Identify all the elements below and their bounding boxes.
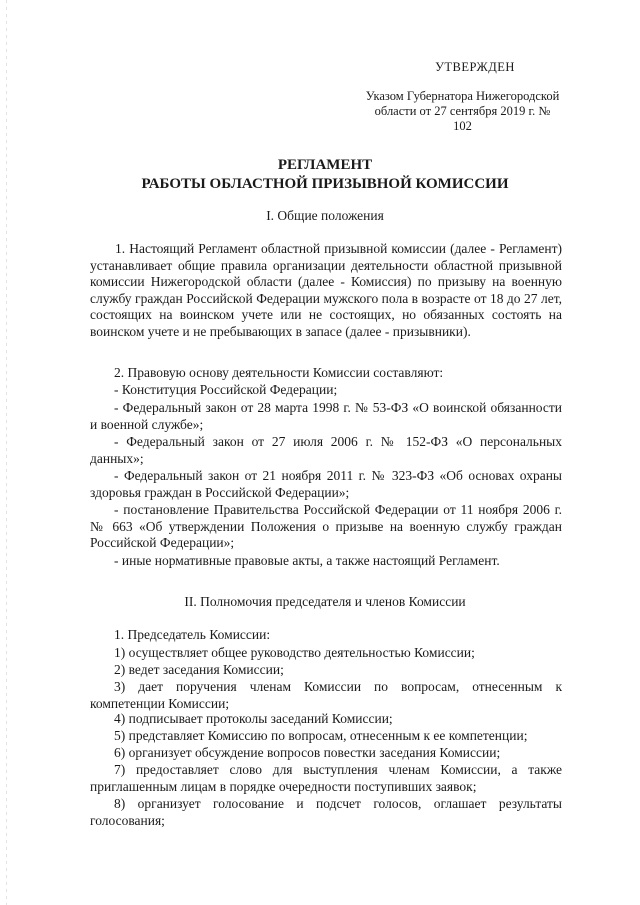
powers-item: 3) дает поручения членам Комиссии по вопросам, отнесенным к компетенции Комиссии;: [90, 679, 562, 711]
approved-stamp: УТВЕРЖДЕН: [435, 60, 515, 74]
document-subtitle: РАБОТЫ ОБЛАСТНОЙ ПРИЗЫВНОЙ КОМИССИИ: [141, 176, 509, 192]
section-heading-general: I. Общие положения: [266, 208, 384, 223]
powers-item: 7) предоставляет слово для выступления членам Комиссии, а также приглашенным лицам в порядке очередности поступивших заявок;: [90, 762, 562, 794]
legal-basis-item: - постановление Правительства Российской Федерации от 11 ноября 2006 г. № 663 «Об утверждении Положения о призыве на военную службу граждан Российской Федерации»;: [90, 502, 562, 551]
powers-item: 4) подписывает протоколы заседаний Комиссии;: [114, 711, 393, 726]
powers-item: 1. Председатель Комиссии:: [114, 627, 271, 642]
section-heading-powers: II. Полномочия председателя и членов Комиссии: [184, 594, 466, 609]
powers-item: 6) организует обсуждение вопросов повестки заседания Комиссии;: [114, 745, 501, 760]
legal-basis-item: - Конституция Российской Федерации;: [114, 382, 338, 397]
legal-basis-item: - Федеральный закон от 27 июля 2006 г. № 152-ФЗ «О персональных данных»;: [90, 434, 562, 466]
document-title: РЕГЛАМЕНТ: [277, 157, 373, 173]
legal-basis-item: - Федеральный закон от 21 ноября 2011 г. № 323-ФЗ «Об основах охраны здоровья граждан в Российской Федерации»;: [90, 468, 562, 500]
powers-item: 2) ведет заседания Комиссии;: [114, 662, 284, 677]
paragraph-2: 2. Правовую основу деятельности Комиссии составляют:: [114, 365, 444, 380]
scan-edge: [6, 0, 7, 905]
legal-basis-item: - иные нормативные правовые акты, а также настоящий Регламент.: [114, 553, 500, 568]
powers-item: 8) организует голосование и подсчет голосов, оглашает результаты голосования;: [90, 796, 562, 828]
powers-item: 1) осуществляет общее руководство деятельностью Комиссии;: [114, 645, 475, 660]
legal-basis-item: - Федеральный закон от 28 марта 1998 г. № 53-ФЗ «О воинской обязанности и военной службе»;: [90, 400, 562, 432]
paragraph-1: 1. Настоящий Регламент областной призывной комиссии (далее - Регламент) устанавливает общие правила организации деятельности областной призывной комиссии Нижегородской области (далее - Комиссия) по призыву на военную службу граждан Российской Федерации мужского пола в возрасте от 18 до 27 лет, состоящих на воинском учете или не состоящих, но обязанных состоять на воинском учете и не пребывающих в запасе (далее - призывники).: [90, 241, 562, 339]
approval-reference: Указом Губернатора Нижегородской области от 27 сентября 2019 г. № 102: [365, 89, 560, 133]
powers-item: 5) представляет Комиссию по вопросам, отнесенным к ее компетенции;: [114, 728, 528, 743]
